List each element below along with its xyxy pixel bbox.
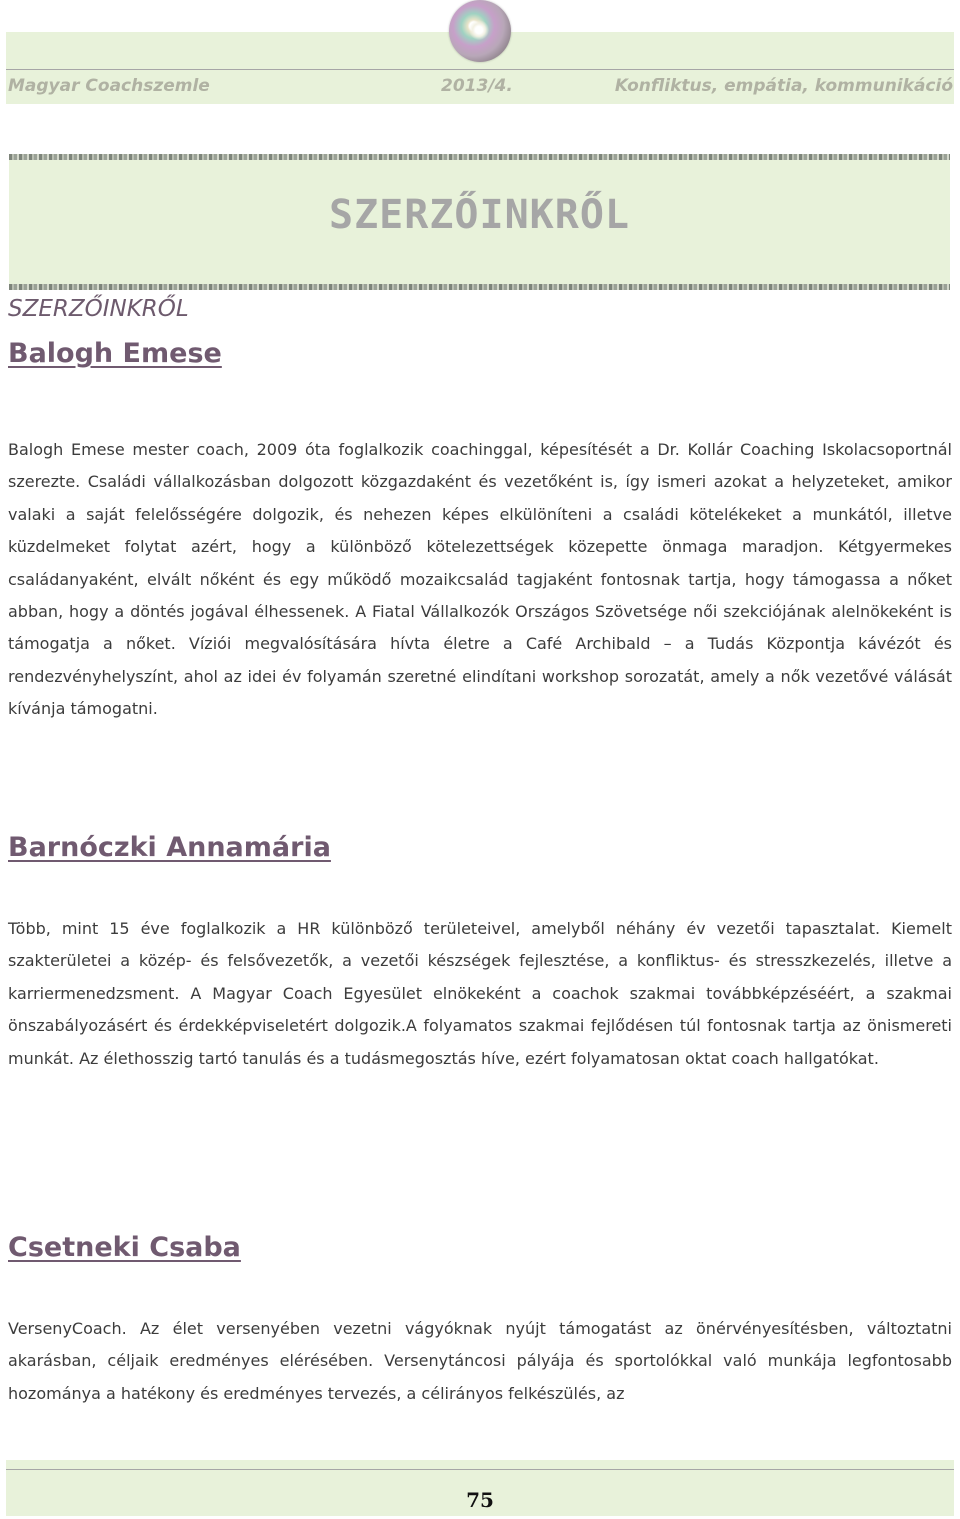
journal-logo-icon	[449, 0, 511, 62]
page-number: 75	[466, 1488, 494, 1512]
banner-title: SZERZŐINKRŐL	[329, 192, 630, 238]
banner-bottom-edge	[9, 284, 950, 290]
author-name-barnoczki: Barnóczki Annamária	[8, 832, 331, 863]
author-name-balogh: Balogh Emese	[8, 338, 222, 369]
author-bio-balogh: Balogh Emese mester coach, 2009 óta foglalkozik coachinggal, képesítését a Dr. Kollár Coaching Iskolacsoportnál szerezte. Családi vállalkozásban dolgozott közgazdaként és vezetőként is, így ismeri azokat a helyzeteket, amikor valaki a saját felelősségére dolgozik, és nehezen képes elkülöníteni a családi kötelékeket a munkától, illetve küzdelmeket folytat azért, hogy a különböző kötelezettségek közepette önmaga maradjon. Kétgyermekes családanyaként, elvált nőként és egy működő mozaikcsalád tagjaként fontosnak tartja, hogy támogassa a nőket abban, hogy a döntés jogával élhessenek. A Fiatal Vállalkozók Országos Szövetsége női szekciójának alelnökeként is támogatja a nőket. Víziói megvalósítására hívta életre a Café Archibald – a Tudás Központja kávézót és rendezvényhelyszínt, ahol az idei év folyamán szeretné elindítani workshop sorozatát, amely a nők vezetővé válását kívánja támogatni.	[8, 440, 952, 719]
author-bio-csetneki: VersenyCoach. Az élet versenyében vezetni vágyóknak nyújt támogatást az önérvényesítésben, változtatni akarásban, céljaik eredményes elérésében. Versenytáncosi pályája és sportolókkal való munkája legfontosabb hozománya a hatékony és eredményes tervezés, a célirányos felkészülés, az	[8, 1319, 952, 1403]
section-banner	[9, 154, 950, 290]
banner-top-edge	[9, 154, 950, 160]
footer-divider	[6, 1469, 954, 1470]
author-name-csetneki: Csetneki Csaba	[8, 1232, 241, 1263]
section-title: SZERZŐINKRŐL	[8, 296, 189, 322]
author-bio-barnoczki: Több, mint 15 éve foglalkozik a HR különböző területeivel, amelyből néhány év vezetői tapasztalat. Kiemelt szakterületei a közép- és felsővezetők, a vezetői készségek fejlesztése, a konfliktus- és stresszkezelés, illetve a karriermenedzsment. A Magyar Coach Egyesület elnökeként a coachok szakmai továbbképzéséért, a szakmai önszabályozásért és érdekképviseletért dolgozik.A folyamatos szakmai fejlődésen túl fontosnak tartja az önismereti munkát. Az élethosszig tartó tanulás és a tudásmegosztás híve, ezért folyamatosan oktat coach hallgatókat.	[8, 919, 952, 1068]
issue-number: 2013/4.	[441, 76, 513, 96]
header-divider	[6, 69, 954, 70]
issue-topic: Konfliktus, empátia, kommunikáció	[614, 76, 953, 96]
journal-title: Magyar Coachszemle	[8, 76, 210, 96]
